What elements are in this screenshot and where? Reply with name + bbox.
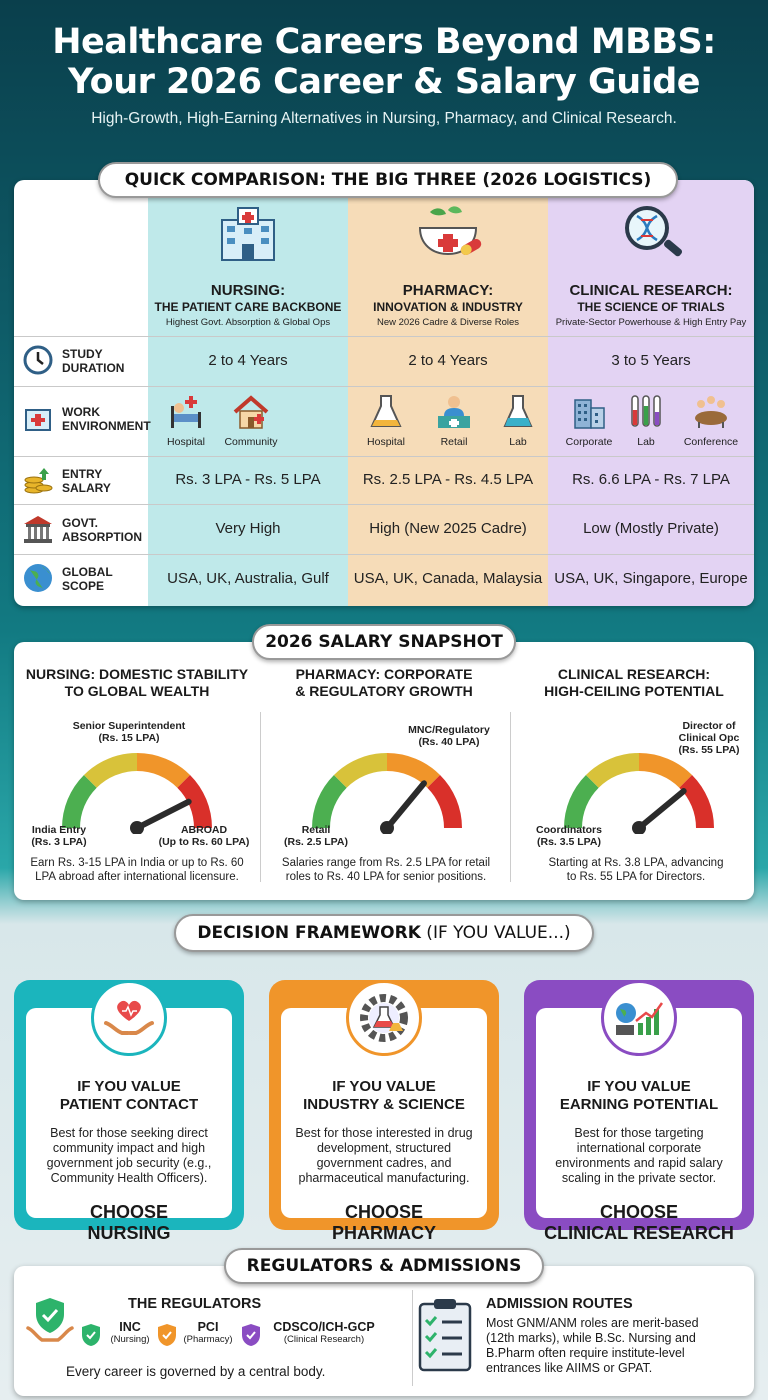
research-scope: USA, UK, Singapore, Europe [554, 570, 748, 587]
card-icon-circle [601, 980, 677, 1056]
salary-label-1: ENTRY [62, 467, 103, 481]
research-name: CLINICAL RESEARCH: [569, 282, 733, 299]
environment-label-2: ENVIRONMENT [62, 419, 151, 433]
salary-snapshot-panel [14, 642, 754, 900]
env-label: Hospital [367, 436, 405, 448]
scope-label-1: GLOBAL [62, 565, 113, 579]
office-building-icon [569, 392, 609, 432]
admission-description: Most GNM/ANM roles are merit-based (12th marks), while B.Sc. Nursing and B.Pharm often require institute-level entrances like AIIMS or GPAT. [486, 1316, 699, 1375]
gauge-title-line: HIGH-CEILING POTENTIAL [544, 683, 724, 699]
research-column-header [548, 180, 754, 336]
card-title: IF YOU VALUE PATIENT CONTACT [59, 1078, 199, 1113]
lab-flask-icon [501, 392, 535, 432]
gear-flask-icon [349, 983, 419, 1053]
pci-shield-icon [156, 1322, 178, 1348]
absorption-label-1: GOVT. [62, 516, 99, 530]
nursing-entry-salary: Rs. 3 LPA - Rs. 5 LPA [175, 471, 321, 488]
pharmacy-tagline: INNOVATION & INDUSTRY [373, 300, 523, 314]
research-decision-card [524, 980, 754, 1243]
gauge-segment [592, 762, 639, 781]
gauge-needle [639, 791, 684, 828]
nursing-gauge-description: Earn Rs. 3-15 LPA in India or up to Rs. 60 LPA abroad after international licensure. [30, 857, 244, 883]
medical-building-icon [22, 402, 54, 434]
env-label: Community [224, 436, 278, 448]
row-divider [14, 386, 754, 387]
nursing-column-header [148, 180, 348, 336]
gauge-title-line: PHARMACY: CORPORATE [295, 666, 473, 682]
gauge-segment [137, 762, 184, 781]
regulators-heading: REGULATORS & ADMISSIONS [224, 1248, 544, 1284]
salary-heading: 2026 SALARY SNAPSHOT [252, 624, 516, 660]
title-line-2: Your 2026 Career & Salary Guide [68, 62, 700, 102]
salary-label-2: SALARY [62, 481, 111, 495]
gauge-segment [686, 781, 705, 828]
env-corporate [558, 392, 620, 448]
env-label: Hospital [167, 436, 205, 448]
nursing-note: Highest Govt. Absorption & Global Ops [165, 317, 331, 328]
decision-heading-bold: DECISION FRAMEWORK [197, 923, 421, 943]
env-hospital [160, 392, 212, 448]
absorption-label-2: ABSORPTION [62, 530, 143, 544]
card-body [281, 1008, 487, 1243]
research-gauge-left-label: Coordinators (Rs. 3.5 LPA) [536, 824, 602, 848]
pharmacy-duration: 2 to 4 Years [408, 352, 488, 369]
env-label: Lab [509, 436, 527, 448]
env-label: Corporate [565, 436, 613, 448]
card-icon-circle [346, 980, 422, 1056]
duration-label-2: DURATION [62, 361, 125, 375]
comparison-table [14, 180, 754, 606]
gauge-segment [434, 781, 453, 828]
nursing-tagline: THE PATIENT CARE BACKBONE [154, 300, 342, 314]
regulators-note: Every career is governed by a central body. [66, 1364, 326, 1379]
research-gauge-top-label: Director of Clinical Opc (Rs. 55 LPA) [678, 720, 740, 756]
nursing-gauge-left-label: India Entry (Rs. 3 LPA) [31, 824, 87, 848]
house-icon [231, 392, 271, 432]
card-title: IF YOU VALUE INDUSTRY & SCIENCE [303, 1078, 465, 1113]
pharmacy-gauge-description: Salaries range from Rs. 2.5 LPA for retail roles to Rs. 40 LPA for senior positions. [281, 857, 491, 883]
admission-title: ADMISSION ROUTES [486, 1296, 633, 1312]
env-lab [626, 392, 666, 448]
nursing-decision-card [14, 980, 244, 1243]
env-label: Conference [683, 436, 739, 448]
decision-heading-rest: (IF YOU VALUE...) [420, 923, 571, 943]
gauge-segment [90, 762, 137, 781]
nursing-duration: 2 to 4 Years [208, 352, 288, 369]
pharmacy-absorption: High (New 2025 Cadre) [369, 520, 527, 537]
env-label: Retail [440, 436, 468, 448]
card-body [26, 1008, 232, 1243]
nursing-absorption: Very High [215, 520, 281, 537]
card-description: Best for those seeking direct community impact and high government job security (e.g., Community Health Officers). [46, 1126, 212, 1185]
env-community [216, 392, 286, 448]
nursing-gauge-title [14, 666, 260, 700]
gauge-segment [639, 762, 686, 781]
title-line-1: Healthcare Careers Beyond MBBS: [52, 22, 716, 62]
pharmacy-scope: USA, UK, Canada, Malaysia [353, 570, 543, 587]
card-choice: CHOOSE NURSING [87, 1202, 171, 1243]
research-gauge-title [511, 666, 757, 700]
card-description: Best for those interested in drug development, structured government cadres, and pharmaceutical manufacturing. [295, 1126, 473, 1185]
regulator-inc: INC (Nursing) [110, 1320, 150, 1345]
card-description: Best for those targeting international corporate environments and rapid salary scaling in the private sector. [555, 1126, 723, 1185]
nursing-name: NURSING: [210, 282, 286, 299]
env-conference [674, 392, 748, 448]
scope-label-2: SCOPE [62, 579, 105, 593]
row-divider [14, 554, 754, 555]
nursing-gauge-right-label: ABROAD (Up to Rs. 60 LPA) [158, 824, 250, 848]
gauge-title-line: CLINICAL RESEARCH: [557, 666, 711, 682]
regulator-pci: PCI (Pharmacy) [183, 1320, 233, 1345]
research-gauge-description: Starting at Rs. 3.8 LPA, advancing to Rs. 55 LPA for Directors. [548, 857, 724, 883]
pharmacist-counter-icon [436, 392, 472, 432]
gauge-segment [387, 762, 434, 781]
pharmacy-gauge-left-label: Retail (Rs. 2.5 LPA) [284, 824, 348, 848]
shield-hands-icon [24, 1294, 76, 1350]
gauge-segment [573, 781, 592, 828]
page-title [0, 22, 768, 102]
regulator-cdsco: CDSCO/ICH-GCP (Clinical Research) [273, 1320, 375, 1345]
research-entry-salary: Rs. 6.6 LPA - Rs. 7 LPA [572, 471, 730, 488]
heart-hands-icon [94, 983, 164, 1053]
row-label-duration [14, 344, 148, 380]
row-label-salary [14, 464, 148, 500]
row-divider [14, 336, 754, 337]
gauge-segment [71, 781, 90, 828]
regulators-panel [14, 1266, 754, 1396]
nursing-gauge-top-label: Senior Superintendent (Rs. 15 LPA) [72, 720, 186, 744]
row-label-scope [14, 562, 148, 598]
env-lab [496, 392, 540, 448]
row-divider [14, 456, 754, 457]
card-icon-circle [91, 980, 167, 1056]
page-subtitle: High-Growth, High-Earning Alternatives in Nursing, Pharmacy, and Clinical Research. [91, 110, 677, 127]
nursing-scope: USA, UK, Australia, Gulf [167, 570, 329, 587]
meeting-table-icon [691, 392, 731, 432]
environment-label-1: WORK [62, 405, 100, 419]
flask-icon [368, 392, 404, 432]
dna-magnifier-icon [611, 202, 691, 262]
hospital-building-icon [208, 202, 288, 262]
row-divider [14, 504, 754, 505]
row-label-environment [14, 402, 151, 438]
cdsco-shield-icon [240, 1322, 262, 1348]
gauge-segment [340, 762, 387, 781]
card-choice: CHOOSE PHARMACY [331, 1202, 436, 1243]
gauge-needle [387, 783, 424, 828]
card-body [536, 1008, 742, 1243]
research-duration: 3 to 5 Years [611, 352, 691, 369]
pharmacy-entry-salary: Rs. 2.5 LPA - Rs. 4.5 LPA [362, 471, 534, 488]
decision-heading [174, 914, 594, 952]
env-retail [428, 392, 480, 448]
page-header [0, 22, 768, 128]
hospital-bed-icon [167, 392, 205, 432]
env-hospital [360, 392, 412, 448]
coins-icon [22, 464, 54, 496]
column-divider [510, 712, 511, 882]
research-tagline: THE SCIENCE OF TRIALS [577, 300, 725, 314]
mortar-pestle-icon [408, 202, 488, 262]
pharmacy-gauge-title [261, 666, 507, 700]
regulators-title: THE REGULATORS [128, 1296, 262, 1312]
card-title: IF YOU VALUE EARNING POTENTIAL [559, 1078, 719, 1113]
pharmacy-gauge-top-label: MNC/Regulatory (Rs. 40 LPA) [408, 724, 490, 748]
gauge-segment [321, 781, 340, 828]
government-building-icon [22, 513, 54, 545]
card-choice: CHOOSE CLINICAL RESEARCH [544, 1202, 734, 1243]
duration-label-1: STUDY [62, 347, 103, 361]
column-divider [260, 712, 261, 882]
test-tubes-icon [626, 392, 666, 432]
growth-chart-icon [604, 983, 674, 1053]
row-label-absorption [14, 513, 148, 549]
comparison-heading: QUICK COMPARISON: THE BIG THREE (2026 LOGISTICS) [98, 162, 678, 198]
clock-icon [22, 344, 54, 376]
pharmacy-decision-card [269, 980, 499, 1243]
inc-shield-icon [80, 1322, 102, 1348]
pharmacy-note: New 2026 Cadre & Diverse Roles [376, 317, 520, 328]
research-salary-gauge [554, 746, 724, 834]
nursing-salary-gauge [52, 746, 222, 834]
globe-icon [22, 562, 54, 594]
clipboard-checklist-icon [414, 1296, 476, 1374]
gauge-title-line: TO GLOBAL WEALTH [64, 683, 210, 699]
env-label: Lab [637, 436, 655, 448]
column-divider [412, 1290, 413, 1386]
research-note: Private-Sector Powerhouse & High Entry Pay [555, 317, 747, 328]
pharmacy-column-header [348, 180, 548, 336]
pharmacy-name: PHARMACY: [402, 282, 494, 299]
research-absorption: Low (Mostly Private) [583, 520, 719, 537]
gauge-title-line: & REGULATORY GROWTH [295, 683, 473, 699]
pharmacy-salary-gauge [302, 746, 472, 834]
gauge-title-line: NURSING: DOMESTIC STABILITY [25, 666, 249, 682]
